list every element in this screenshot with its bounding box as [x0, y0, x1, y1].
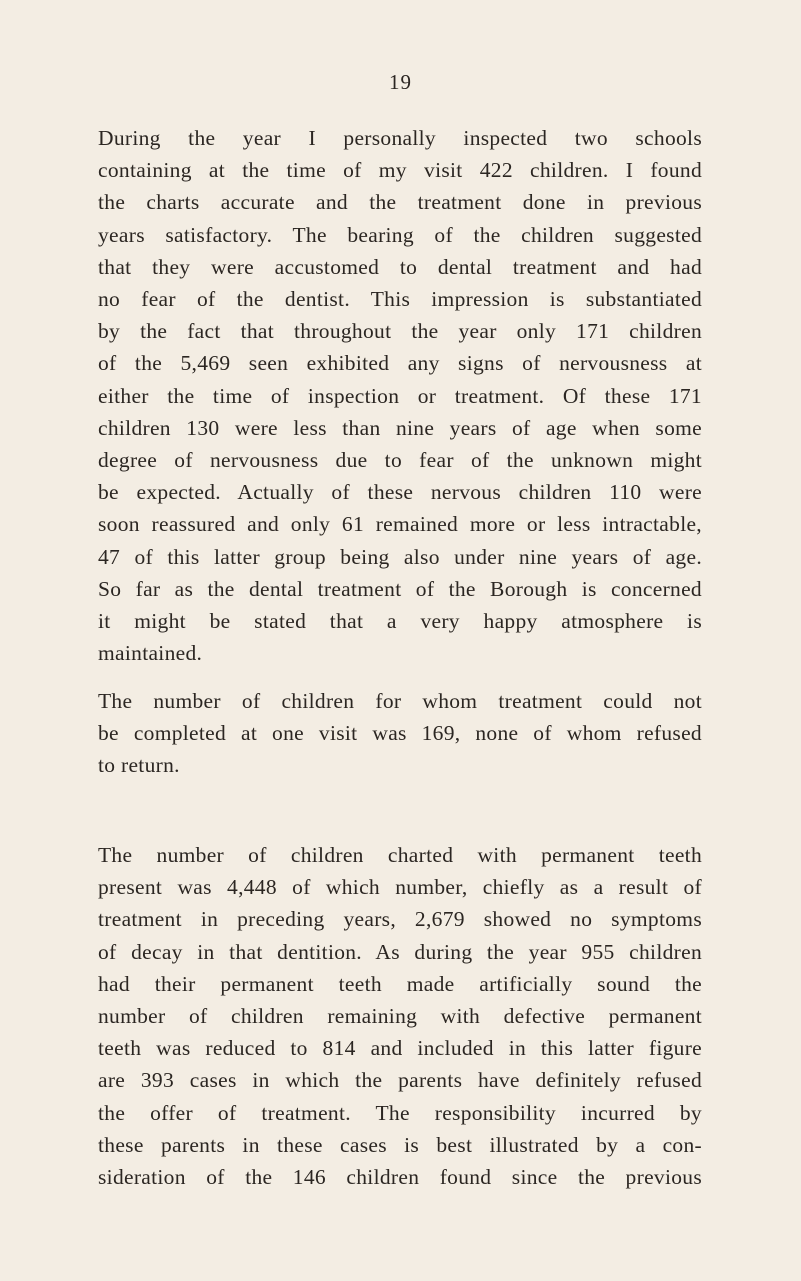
text-line: sideration of the 146 children found since the previous — [98, 1165, 702, 1190]
text-line: soon reassured and only 61 remained more or less intractable, — [98, 512, 702, 537]
text-line: are 393 cases in which the parents have definitely refused — [98, 1068, 702, 1093]
text-line: treatment in preceding years, 2,679 showed no symptoms — [98, 907, 702, 932]
text-line: years satisfactory. The bearing of the children suggested — [98, 222, 702, 247]
text-line: teeth was reduced to 814 and included in this latter figure — [98, 1036, 702, 1061]
text-line: be completed at one visit was 169, none of whom refused — [98, 721, 702, 746]
text-line: present was 4,448 of which number, chiefly as a result of — [98, 875, 702, 900]
text-line: no fear of the dentist. This impression is substantiated — [98, 287, 702, 312]
document-body — [98, 122, 702, 1190]
text-line: number of children remaining with defective permanent — [98, 1004, 702, 1029]
text-line: it might be stated that a very happy atmosphere is — [98, 609, 702, 634]
text-line: The number of children charted with permanent teeth — [98, 843, 702, 867]
text-line: of decay in that dentition. As during the year 955 children — [98, 939, 702, 964]
text-line: these parents in these cases is best illustrated by a con- — [98, 1132, 702, 1157]
text-line: by the fact that throughout the year only 171 children — [98, 319, 702, 344]
text-line: children 130 were less than nine years of age when some — [98, 415, 702, 440]
text-line: So far as the dental treatment of the Borough is concerned — [98, 576, 702, 601]
text-line: be expected. Actually of these nervous children 110 were — [98, 480, 702, 505]
text-line: degree of nervousness due to fear of the unknown might — [98, 448, 702, 473]
page-number: 19 — [389, 70, 412, 94]
paragraph-inspection — [98, 122, 702, 669]
text-line: the charts accurate and the treatment done in previous — [98, 190, 702, 215]
text-line: had their permanent teeth made artificially sound the — [98, 971, 702, 996]
text-line: maintained. — [98, 641, 203, 666]
text-line: to return. — [98, 753, 180, 778]
text-line: 47 of this latter group being also under nine years of age. — [98, 544, 702, 569]
text-line: that they were accustomed to dental treatment and had — [98, 254, 702, 279]
text-line: containing at the time of my visit 422 children. I found — [98, 158, 702, 183]
text-line: the offer of treatment. The responsibility incurred by — [98, 1100, 702, 1125]
paragraph-incomplete-treatment — [98, 685, 702, 782]
text-line: either the time of inspection or treatment. Of these 171 — [98, 383, 702, 408]
text-line: The number of children for whom treatment could not — [98, 689, 702, 713]
paragraph-permanent-teeth — [98, 839, 702, 1193]
text-line: of the 5,469 seen exhibited any signs of nervousness at — [98, 351, 702, 376]
text-line: During the year I personally inspected two schools — [98, 126, 702, 150]
